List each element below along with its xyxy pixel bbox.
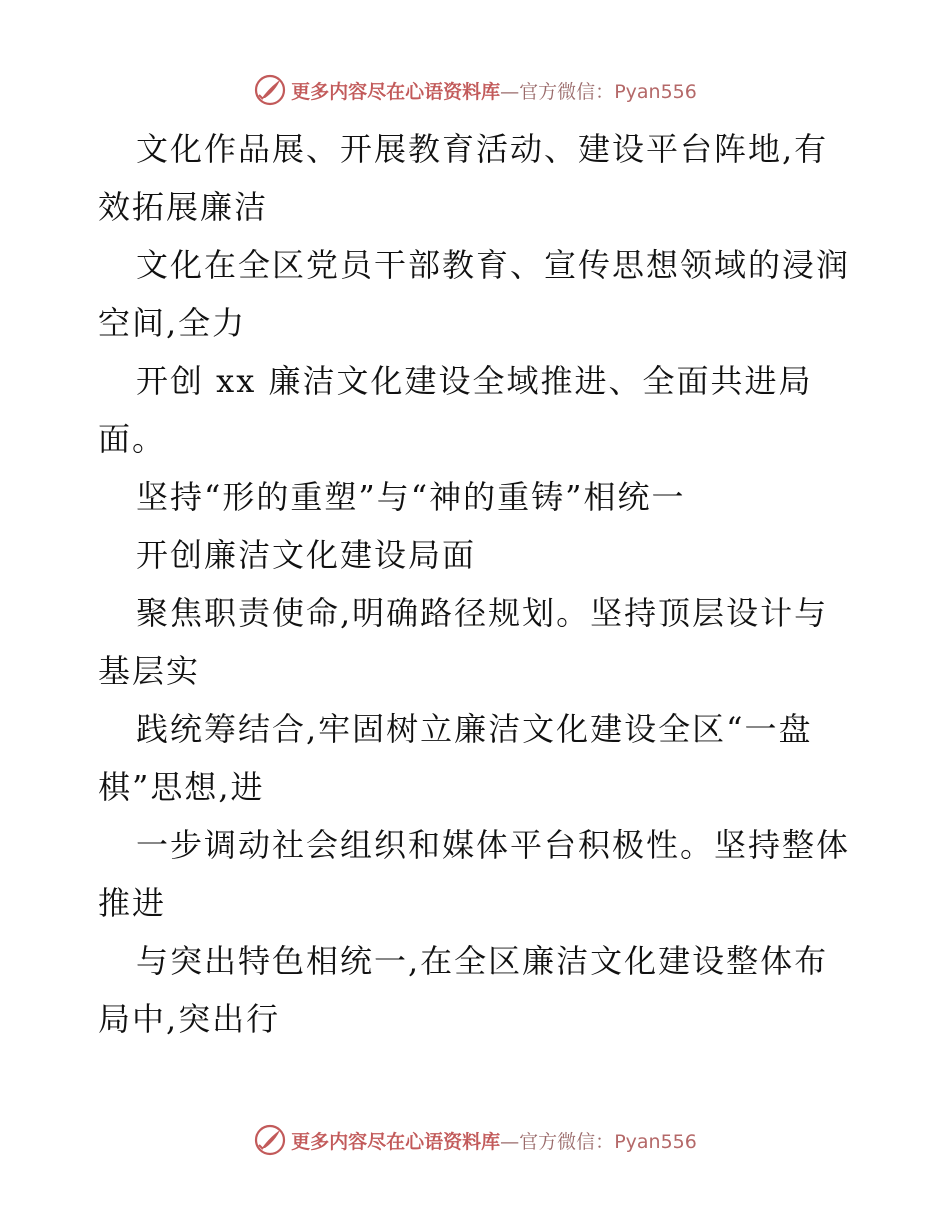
text-line: 局中,突出行 xyxy=(98,1000,281,1038)
text-line: 文化在全区党员干部教育、宣传思想领域的浸润 xyxy=(136,246,851,284)
watermark-text xyxy=(291,1127,697,1154)
text-line: 聚焦职责使命,明确路径规划。坚持顶层设计与 xyxy=(136,594,829,632)
footer-watermark xyxy=(0,1120,950,1160)
text-line: 面。 xyxy=(98,420,167,458)
text-line: 开创 xx 廉洁文化建设全域推进、全面共进局 xyxy=(136,362,813,400)
text-line: 坚持“形的重塑”与“神的重铸”相统一 xyxy=(136,478,686,516)
text-line: 效拓展廉洁 xyxy=(98,188,269,226)
text-line: 开创廉洁文化建设局面 xyxy=(136,536,477,574)
watermark-id: Pyan556 xyxy=(614,1130,697,1153)
watermark-sub: —官方微信： xyxy=(500,80,615,103)
watermark-sub: —官方微信： xyxy=(500,1130,615,1153)
text-line: 基层实 xyxy=(98,652,201,690)
text-line: 棋”思想,进 xyxy=(98,768,265,806)
watermark-text xyxy=(291,77,697,104)
text-line: 推进 xyxy=(98,884,167,922)
watermark-id: Pyan556 xyxy=(614,80,697,103)
quill-pen-icon xyxy=(253,73,287,107)
quill-pen-icon xyxy=(253,1123,287,1157)
watermark-main: 更多内容尽在心语资料库 xyxy=(291,80,501,103)
text-line: 践统筹结合,牢固树立廉洁文化建设全区“一盘 xyxy=(136,710,813,748)
text-line: 与突出特色相统一,在全区廉洁文化建设整体布 xyxy=(136,942,829,980)
header-watermark xyxy=(0,70,950,110)
text-line: 一步调动社会组织和媒体平台积极性。坚持整体 xyxy=(136,826,851,864)
text-line: 空间,全力 xyxy=(98,304,247,342)
document-body xyxy=(98,120,858,1048)
text-line: 文化作品展、开展教育活动、建设平台阵地,有 xyxy=(136,130,829,168)
watermark-main: 更多内容尽在心语资料库 xyxy=(291,1130,501,1153)
